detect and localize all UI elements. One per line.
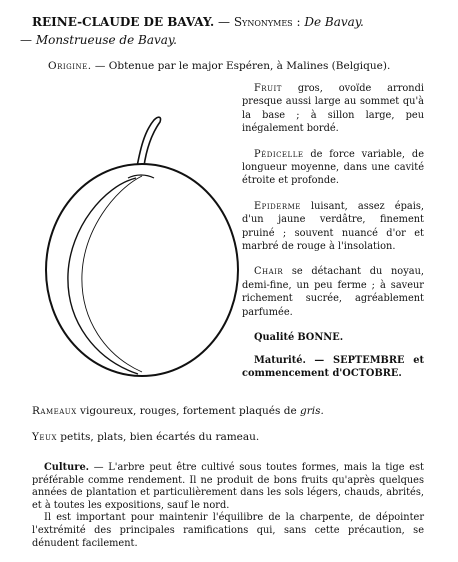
synonym-2: — Monstrueuse de Bavay.: [20, 33, 177, 47]
origin-line: [48, 58, 390, 74]
culture-paragraph-2: Il est important pour maintenir l'équilibre de la charpente, de dépointer l'extrémité des principales ramifications qui, sans cette précaution, se dénudent facilement.: [32, 512, 424, 549]
maturite-label: Maturité.: [254, 354, 306, 366]
maturite-paragraph: [242, 354, 424, 381]
origin-label: Origine.: [48, 60, 92, 72]
origin-text: — Obtenue par le major Espéren, à Malines (Belgique).: [94, 60, 391, 72]
fruit-text: gros, ovoïde arrondi presque aussi large au sommet qu'à la base ; à sillon large, peu inégalement bordé.: [242, 83, 424, 135]
yeux-text: petits, plats, bien écartés du rameau.: [60, 431, 260, 443]
maturite-text: — SEPTEMBRE et commencement d'OCTOBRE.: [242, 354, 424, 379]
yeux-label: Yeux: [32, 431, 57, 443]
rameaux-line: [32, 404, 324, 419]
qualite-paragraph: [242, 331, 424, 344]
culture-paragraph-1: [32, 462, 424, 512]
qualite-value: BONNE.: [297, 332, 344, 344]
yeux-line: [32, 430, 259, 445]
synonym-1: De Bavay.: [304, 15, 364, 29]
variety-name: REINE-CLAUDE DE BAVAY.: [32, 15, 215, 29]
culture-section: [32, 462, 424, 550]
qualite-label: Qualité: [254, 332, 295, 344]
rameaux-text: vigoureux, rouges, fortement plaqués de: [80, 405, 297, 417]
rameaux-label: Rameaux: [32, 405, 77, 417]
synonymes-label: Synonymes :: [233, 15, 301, 29]
epiderme-text: luisant, assez épais, d'un jaune verdâtre, finement pruiné ; souvent nuancé d'or et marbré de rouge à l'insolation.: [242, 200, 424, 253]
chair-text: se détachant du noyau, demi-fine, un peu ferme ; à saveur richement sucrée, agréablement parfumée.: [242, 266, 424, 318]
pedicelle-text: de force variable, de longueur moyenne, dans une cavité étroite et profonde.: [242, 148, 424, 187]
fruit-label: Fruit: [254, 83, 282, 94]
page-title: [32, 14, 442, 31]
rameaux-text-em: gris.: [300, 405, 324, 417]
chair-paragraph: [242, 265, 424, 319]
description-column: [242, 82, 424, 392]
pedicelle-paragraph: [242, 148, 424, 188]
title-dash: —: [217, 15, 230, 29]
epiderme-label: Epiderme: [254, 200, 301, 212]
pedicelle-label: Pédicelle: [254, 148, 304, 160]
culture-label: Culture.: [44, 462, 90, 473]
epiderme-paragraph: [242, 200, 424, 254]
fruit-paragraph: [242, 82, 424, 136]
plum-body: [46, 164, 238, 376]
culture-text-1: — L'arbre peut être cultivé sous toutes formes, mais la tige est préférable comme rendement. Il ne produit de bons fruits qu'après quelques années de plantation et particulièrement dans les sols légers, chauds, abrités, et à toutes les expositions, sauf le nord.: [32, 462, 424, 511]
plum-illustration: [44, 98, 244, 388]
chair-label: Chair: [254, 266, 284, 278]
